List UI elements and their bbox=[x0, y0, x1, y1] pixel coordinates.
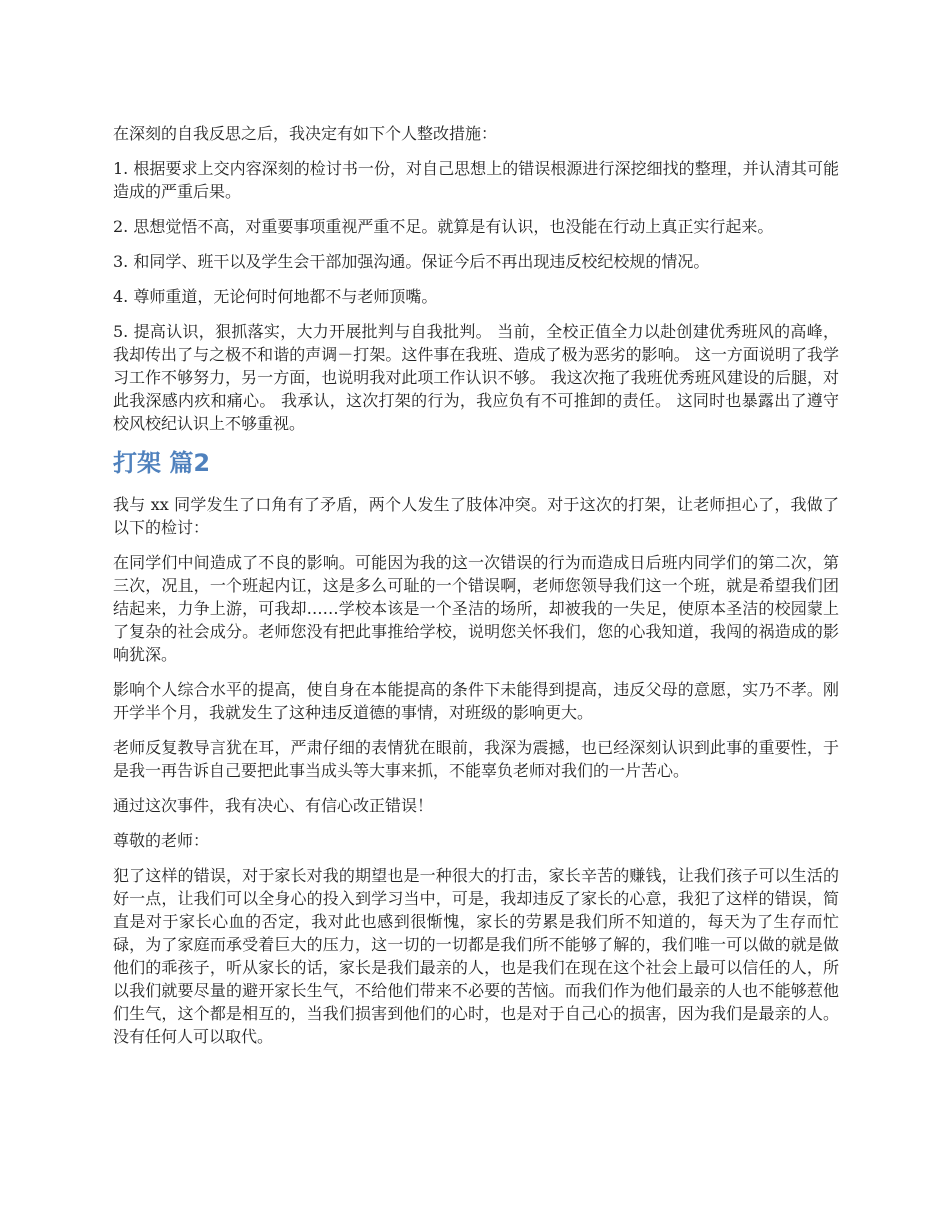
body-paragraph-5: 通过这次事件，我有决心、有信心改正错误！ bbox=[113, 796, 434, 815]
body-paragraph-1: 我与 xx 同学发生了口角有了矛盾，两个人发生了肢体冲突。对于这次的打架，让老师担心了，我做了以下的检讨： bbox=[113, 495, 839, 537]
document-page bbox=[113, 122, 839, 1060]
body-paragraph-3: 影响个人综合水平的提高，使自身在本能提高的条件下未能得到提高，违反父母的意愿，实乃不孝。刚开学半个月，我就发生了这种违反道德的事情，对班级的影响更大。 bbox=[113, 680, 839, 722]
section-heading: 打架 篇2 bbox=[113, 449, 211, 477]
measure-item-5: 5. 提高认识，狠抓落实，大力开展批判与自我批判。 当前，全校正值全力以赴创建优秀班风的高峰，我却传出了与之极不和谐的声调－打架。这件事在我班、造成了极为恶劣的影响。 这一方面说明了我学习工作不够努力，另一方面，也说明我对此项工作认识不够。 我这次拖了我班优秀班风建设的后腿，对此我深感内疚和痛心。 我承认，这次打架的行为，我应负有不可推卸的责任。 这同时也暴露出了遵守校风校纪认识上不够重视。 bbox=[113, 322, 839, 433]
body-paragraph-6: 犯了这样的错误，对于家长对我的期望也是一种很大的打击，家长辛苦的赚钱，让我们孩子可以生活的好一点，让我们可以全身心的投入到学习当中，可是，我却违反了家长的心意，我犯了这样的错误，简直是对于家长心血的否定，我对此也感到很惭愧，家长的劳累是我们所不知道的，每天为了生存而忙碌，为了家庭而承受着巨大的压力，这一切的一切都是我们所不能够了解的，我们唯一可以做的就是做他们的乖孩子，听从家长的话，家长是我们最亲的人，也是我们在现在这个社会上最可以信任的人，所以我们就要尽量的避开家长生气，不给他们带来不必要的苦恼。而我们作为他们最亲的人也不能够惹他们生气，这个都是相互的，当我们损害到他们的心时，也是对于自己心的损害，因为我们是最亲的人。没有任何人可以取代。 bbox=[113, 866, 839, 1046]
body-paragraph-2: 在同学们中间造成了不良的影响。可能因为我的这一次错误的行为而造成日后班内同学们的第二次，第三次，况且，一个班起内讧，这是多么可耻的一个错误啊，老师您领导我们这一个班，就是希望我们团结起来，力争上游，可我却……学校本该是一个圣洁的场所，却被我的一失足，使原本圣洁的校园蒙上了复杂的社会成分。老师您没有把此事推给学校，说明您关怀我们，您的心我知道，我闯的祸造成的影响犹深。 bbox=[113, 553, 839, 664]
measure-item-4: 4. 尊师重道，无论何时何地都不与老师顶嘴。 bbox=[113, 287, 438, 306]
measure-item-1: 1. 根据要求上交内容深刻的检讨书一份，对自己思想上的错误根源进行深挖细找的整理，并认清其可能造成的严重后果。 bbox=[113, 159, 839, 201]
intro-paragraph: 在深刻的自我反思之后，我决定有如下个人整改措施： bbox=[113, 124, 498, 143]
body-paragraph-4: 老师反复教导言犹在耳，严肃仔细的表情犹在眼前，我深为震撼，也已经深刻认识到此事的重要性，于是我一再告诉自己要把此事当成头等大事来抓，不能辜负老师对我们的一片苦心。 bbox=[113, 738, 839, 780]
measure-item-3: 3. 和同学、班干以及学生会干部加强沟通。保证今后不再出现违反校纪校规的情况。 bbox=[113, 252, 710, 271]
measure-item-2: 2. 思想觉悟不高，对重要事项重视严重不足。就算是有认识，也没能在行动上真正实行起来。 bbox=[113, 217, 774, 236]
salutation: 尊敬的老师： bbox=[113, 831, 210, 850]
